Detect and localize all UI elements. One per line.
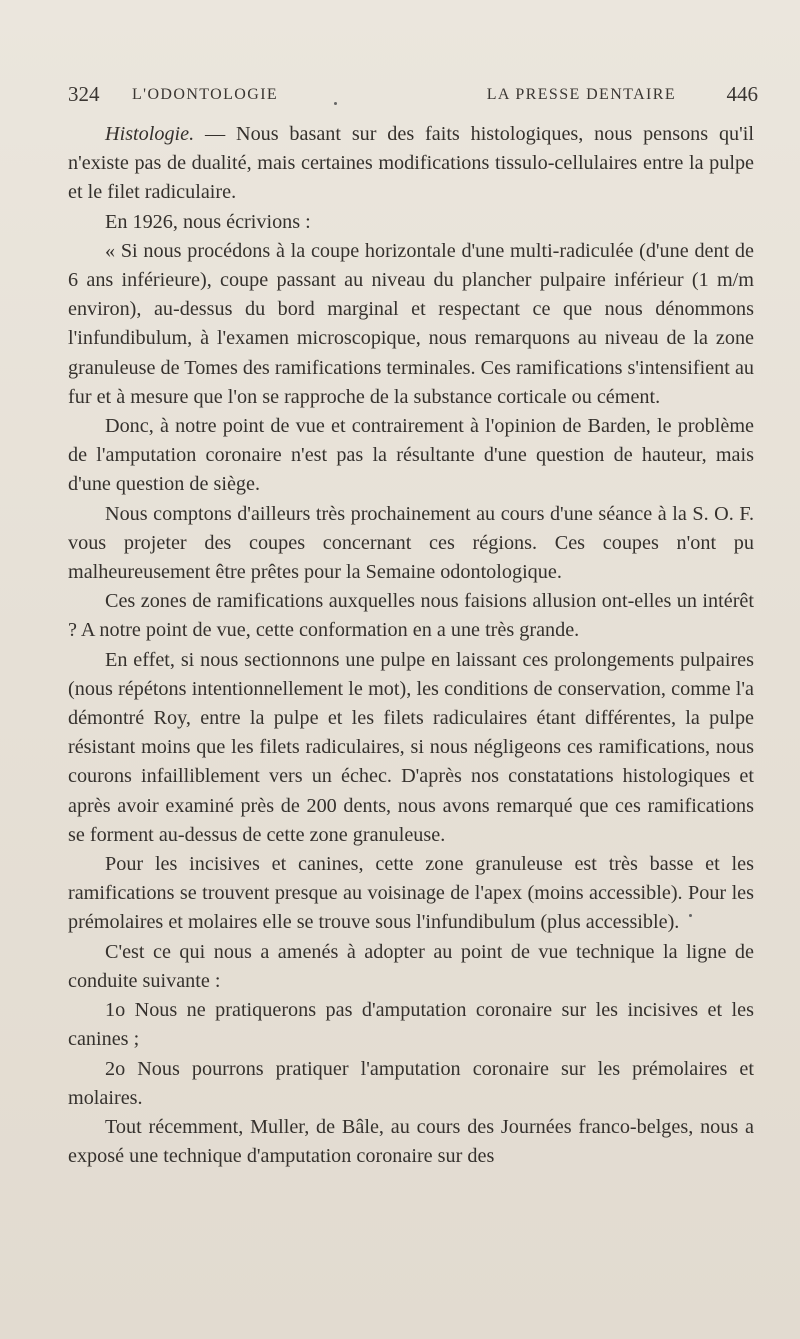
- print-speck: [689, 914, 692, 917]
- paragraph: Tout récemment, Muller, de Bâle, au cours des Journées franco-belges, nous a exposé une technique d'amputation coronaire sur des: [68, 1115, 754, 1168]
- paragraph: Donc, à notre point de vue et contrairement à l'opinion de Barden, le problème de l'amputation coronaire n'est pas la résultante d'une question de hauteur, mais d'une question de siège.: [68, 415, 754, 496]
- paragraph: « Si nous procédons à la coupe horizontale d'une multi-radiculée (d'une dent de 6 ans inférieure), coupe passant au niveau du plancher pulpaire inférieur (1 m/m environ), au-dessus du bord marginal et respectant ce que nous dénommons l'infundibulum, à l'examen microscopique, nous remarquons au niveau de la zone granuleuse de Tomes des ramifications terminales. Ces ramifications s'intensifient au fur et à mesure que l'on se rapproche de la substance corticale ou cément.: [68, 239, 754, 408]
- right-running-title: LA PRESSE DENTAIRE: [486, 86, 676, 103]
- paragraph: 2o Nous pourrons pratiquer l'amputation coronaire sur les prémolaires et molaires.: [68, 1057, 754, 1109]
- left-running-title: L'ODONTOLOGIE: [132, 86, 279, 103]
- paragraph: Ces zones de ramifications auxquelles nous faisions allusion ont-elles un intérêt ? A notre point de vue, cette conformation en a une très grande.: [68, 590, 754, 642]
- paragraph: C'est ce qui nous a amenés à adopter au point de vue technique la ligne de conduite suivante :: [68, 940, 754, 992]
- right-page-number: 446: [726, 82, 758, 106]
- paragraph: 1o Nous ne pratiquerons pas d'amputation coronaire sur les incisives et les canines ;: [68, 999, 754, 1051]
- paragraph: Pour les incisives et canines, cette zone granuleuse est très basse et les ramifications se trouvent presque au voisinage de l'apex (moins accessible). Pour les prémolaires et molaires elle se trouve sous l'infundibulum (plus accessible).: [68, 853, 754, 934]
- paragraph: En effet, si nous sectionnons une pulpe en laissant ces prolongements pulpaires (nous répétons intentionnellement le mot), les conditions de conservation, comme l'a démontré Roy, entre la pulpe et les filets radiculaires étant différentes, la pulpe résistant moins que les filets radiculaires, si nous négligeons ces ramifications, nous courons infailliblement vers un échec. D'après nos constatations histologiques et après avoir examiné près de 200 dents, nous avons remarqué que ces ramifications se forment au-dessus de cette zone granuleuse.: [68, 648, 754, 846]
- page-header: [68, 82, 758, 110]
- print-speck: [334, 102, 337, 105]
- paragraph: [68, 120, 754, 208]
- left-page-number: 324: [68, 82, 100, 106]
- paragraph: En 1926, nous écrivions :: [105, 210, 311, 233]
- paragraph-text: — Nous basant sur des faits histologiques, nous pensons qu'il n'existe pas de dualité, mais certaines modifications tissulo-cellulaires entre la pulpe et le filet radiculaire.: [68, 123, 754, 204]
- article-body: [68, 120, 754, 1171]
- paragraph: Nous comptons d'ailleurs très prochainement au cours d'une séance à la S. O. F. vous projeter des coupes concernant ces régions. Ces coupes n'ont pu malheureusement être prêtes pour la Semaine odontologique.: [68, 502, 754, 584]
- section-heading-histologie: Histologie.: [105, 123, 195, 145]
